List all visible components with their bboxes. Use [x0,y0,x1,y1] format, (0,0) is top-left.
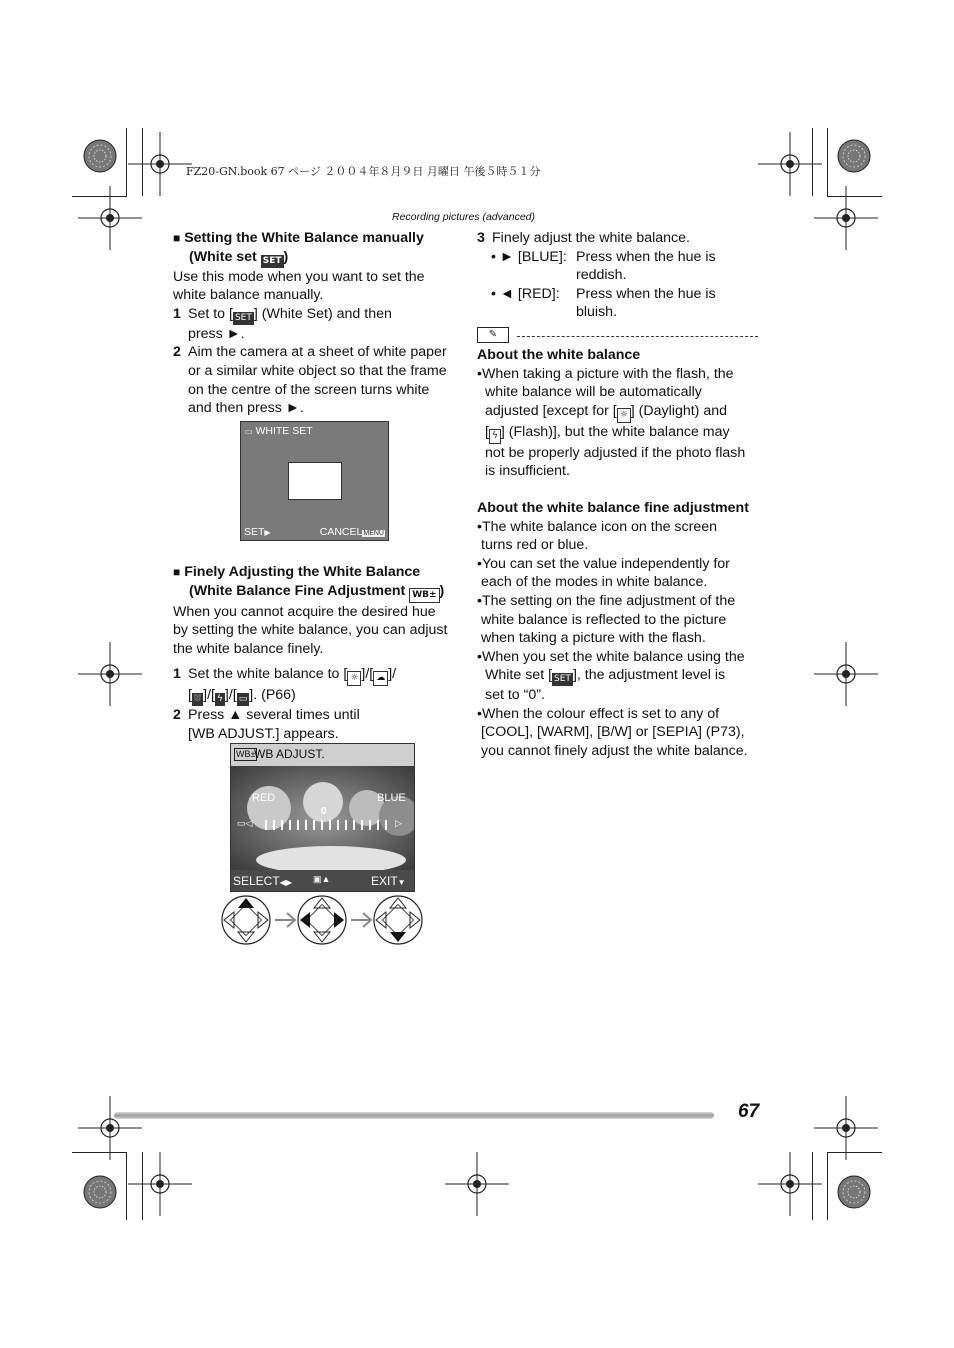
s2-title: ■ Finely Adjusting the White Balance [173,564,421,580]
blue-item: • ► [BLUE]: Press when the hue is [491,248,716,265]
red-label: RED [252,792,276,804]
children-photo [231,766,414,870]
about-fine-title: About the white balance fine adjustment [477,499,749,516]
s2-title-line2: (White Balance Fine Adjustment WB± ) [173,582,473,603]
file-stamp: FZ20-GN.book 67 ページ ２００４年８月９日 月曜日 午後５時５１分 [186,165,541,178]
left-column: ■ Setting the White Balance manually (White set SET ) Use this mode when you want to set the white balance manually. 1 Set to [ SET ] (White Set) and then press ►. 2 Aim the camera at a sheet of white paper or a similar white object so that the frame on the centre of the screen turns white and then press ►. [173,229,463,418]
adjust-level: 0 [321,806,327,817]
footer-bar [114,1112,714,1119]
daylight-icon: ☼ [347,671,361,686]
s2-step1-line2: [ ⛆ ]/[ ϟ ]/[ ▭ ]. (P66) [188,687,296,705]
cursor-down-pressed-icon [374,896,422,944]
wb-adjust-icon: WB± [409,588,439,603]
cursor-button-sequence [220,893,426,947]
arrow-right-icon [275,913,295,927]
white-set-screen [240,421,389,541]
wb-adjust-screen [230,743,415,892]
lcd2-title-bar [231,744,414,766]
wb-adjust-small-icon: ▣▲ [313,874,331,884]
note-icon: ✎ [477,327,509,343]
wb-adjust-icon: WB± [236,749,256,759]
lcd1-title: ▭ WHITE SET [245,425,313,437]
lcd2-bottom-bar [231,870,414,891]
lcd2-title: WB ADJUST. [254,747,325,761]
square-bullet-icon: ■ [173,231,181,245]
flash-icon: ϟ [216,694,223,705]
page-number: 67 [738,1101,760,1122]
step3: 3 Finely adjust the white balance. [477,230,690,246]
red-item: • ◄ [RED]: Press when the hue is [491,285,716,302]
shade-icon: ⛆ [193,694,202,705]
white-set-icon: ▭ [238,694,248,705]
lcd1-set-label: SET▶ [244,526,271,538]
cursor-up-pressed-icon [222,896,270,944]
s2-step1: 1 Set the white balance to [ ☼ ]/[ ☁ ]/ [173,665,473,686]
select-label: SELECT◀▶ [233,874,292,888]
blue-label: BLUE [377,792,406,804]
cloudy-icon: ☁ [373,671,388,686]
flash-icon: ϟ [489,429,501,444]
white-frame [288,462,342,500]
about-wb-title: About the white balance [477,346,641,363]
adjust-scale: ▭◁ ▷ [237,818,402,828]
white-set-icon: SET [554,674,571,685]
s1-title: ■ Setting the White Balance manually [173,230,424,246]
note-divider [477,326,767,346]
cursor-left-right-pressed-icon [298,896,346,944]
white-set-icon: SET [234,312,252,323]
s1-step1: 1 Set to [ SET ] (White Set) and then [173,305,392,323]
s1-step2: 2 Aim the camera at a sheet of white paper [173,344,447,361]
exit-label: EXIT▼ [371,874,406,888]
right-column: 3 Finely adjust the white balance. • ► [BLUE]: Press when the hue is reddish. • ◄ [RED]: Press when the hue is bluish. ✎ About the white balance •When taking a picture with the flash, the white balance will be automatically adjusted [except for [ ☼ ] (Daylight) and [ ϟ ] (Flash)], but the white balance may not be properly adjusted if the photo flash is insufficient. About the white balance fine adjustment •The white balance icon on the screen turns red or blue. •You can set the value independently for each of the modes in white balance. •The setting on the fine adjustment of the white balance is reflected to the picture when taking a picture with the flash. •When you set the white balance using the White set [ SET ], the adjustment level is set to “0”. •When the colour effect is set to any of [COOL], [WARM], [B/W] or [SEPIA] (P73), you cannot finely adjust the white balance. [477,229,767,761]
square-bullet-icon: ■ [173,565,181,579]
white-set-icon: SET [262,255,282,266]
section-header: Recording pictures (advanced) [392,211,535,223]
left-column-part2: ■ Finely Adjusting the White Balance (White Balance Fine Adjustment WB± ) When you cannot acquire the desired hue by setting the white balance, you can adjust the white balance finely. 1 Set the white balance to [ ☼ ]/[ ☁ ]/ [ ⛆ ]/[ ϟ ]/[ ▭ ]. (P66) 2 Press ▲ several times until [WB ADJUST.] appears. [173,563,473,744]
s2-step2: 2 Press ▲ several times until [173,707,360,724]
s1-title-line2: (White set SET ) [189,248,289,266]
white-set-icon: ▭ [245,427,253,436]
daylight-icon: ☼ [617,408,631,423]
arrow-right-icon [351,913,371,927]
lcd1-cancel-label: CANCELMENU [319,526,384,538]
